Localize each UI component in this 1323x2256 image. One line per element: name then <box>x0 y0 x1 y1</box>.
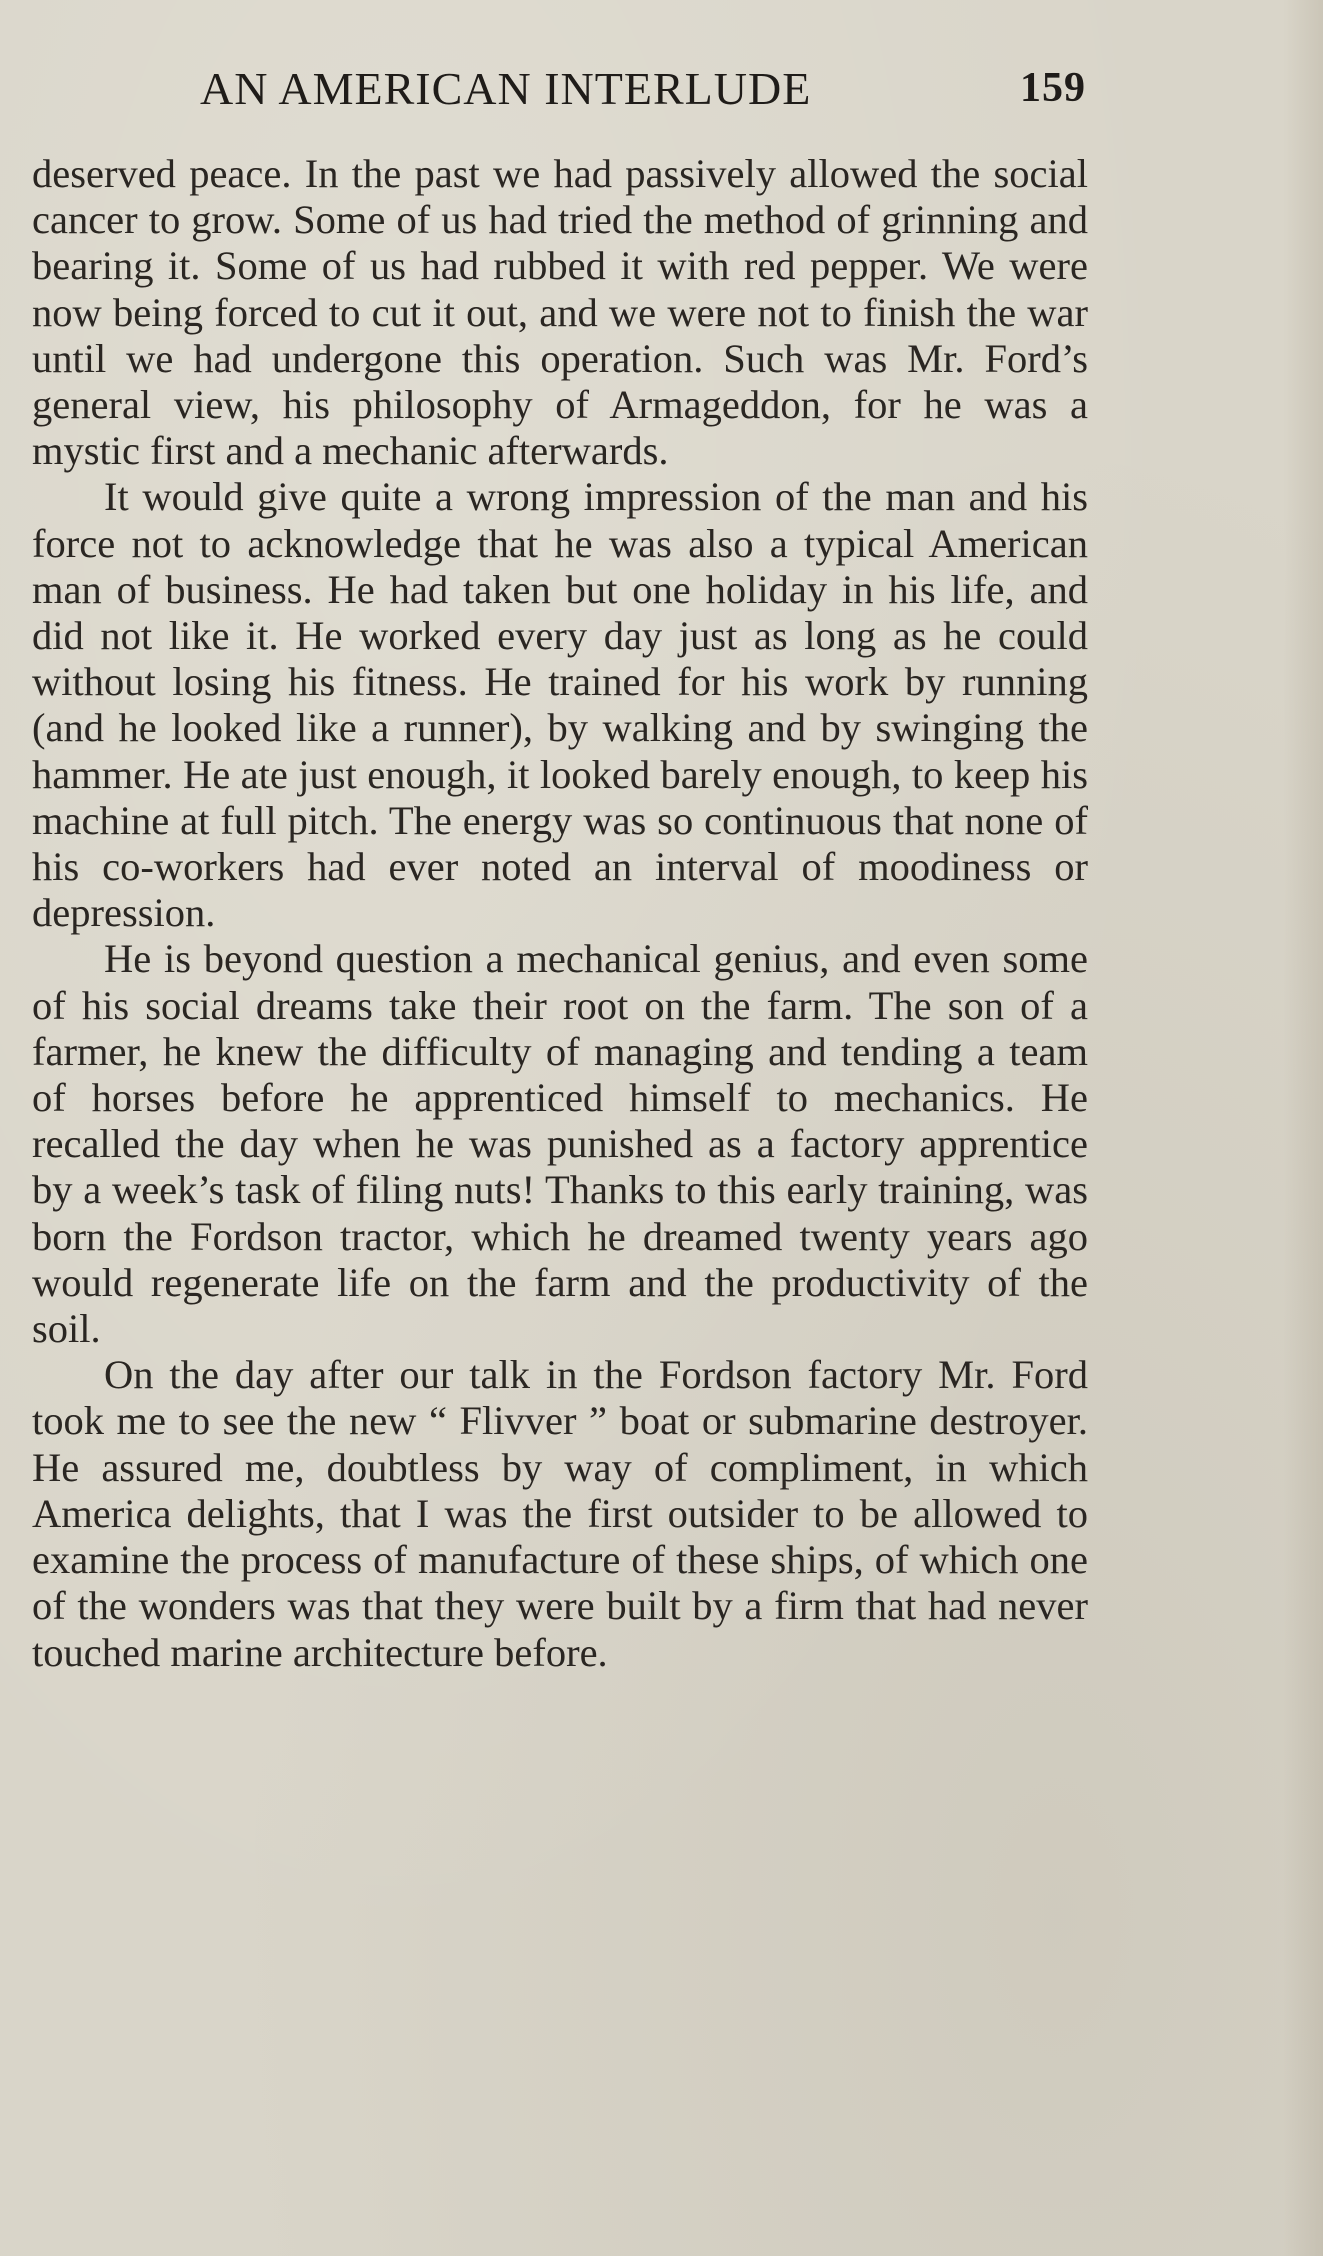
page-number: 159 <box>1020 65 1086 111</box>
paragraph: On the day after our talk in the Fordson factory Mr. Ford took me to see the new “ Flivver ” boat or submarine destroyer. He assured me, doubtless by way of compliment, in which America delights, that I was the first outsider to be allowed to examine the process of manufacture of these ships, of which one of the wonders was that they were built by a firm that had never touched marine architecture before. <box>32 1352 1088 1675</box>
paragraph: He is beyond question a mechanical genius, and even some of his social dreams take their root on the farm. The son of a farmer, he knew the difficulty of managing and tending a team of horses before he apprenticed himself to mechanics. He recalled the day when he was punished as a factory apprentice by a week’s task of filing nuts! Thanks to this early training, was born the Fordson tractor, which he dreamed twenty years ago would regenerate life on the farm and the productivity of the soil. <box>32 936 1088 1352</box>
paragraph: It would give quite a wrong impression of the man and his force not to acknowledge that he was also a typical American man of business. He had taken but one holiday in his life, and did not like it. He worked every day just as long as he could without losing his fitness. He trained for his work by running (and he looked like a runner), by walking and by swinging the hammer. He ate just enough, it looked barely enough, to keep his machine at full pitch. The energy was so continuous that none of his co-workers had ever noted an interval of moodiness or depression. <box>32 474 1088 936</box>
paragraph-continued: deserved peace. In the past we had passively allowed the social cancer to grow. Some of us had tried the method of grinning and bearing it. Some of us had rubbed it with red pepper. We were now being forced to cut it out, and we were not to finish the war until we had undergone this operation. Such was Mr. Ford’s general view, his philosophy of Armageddon, for he was a mystic first and a mechanic afterwards. <box>32 151 1088 474</box>
page-edge-shadow <box>1283 0 1323 2256</box>
running-head <box>200 62 1086 122</box>
body-text <box>32 151 1088 1676</box>
running-title: AN AMERICAN INTERLUDE <box>200 63 812 114</box>
